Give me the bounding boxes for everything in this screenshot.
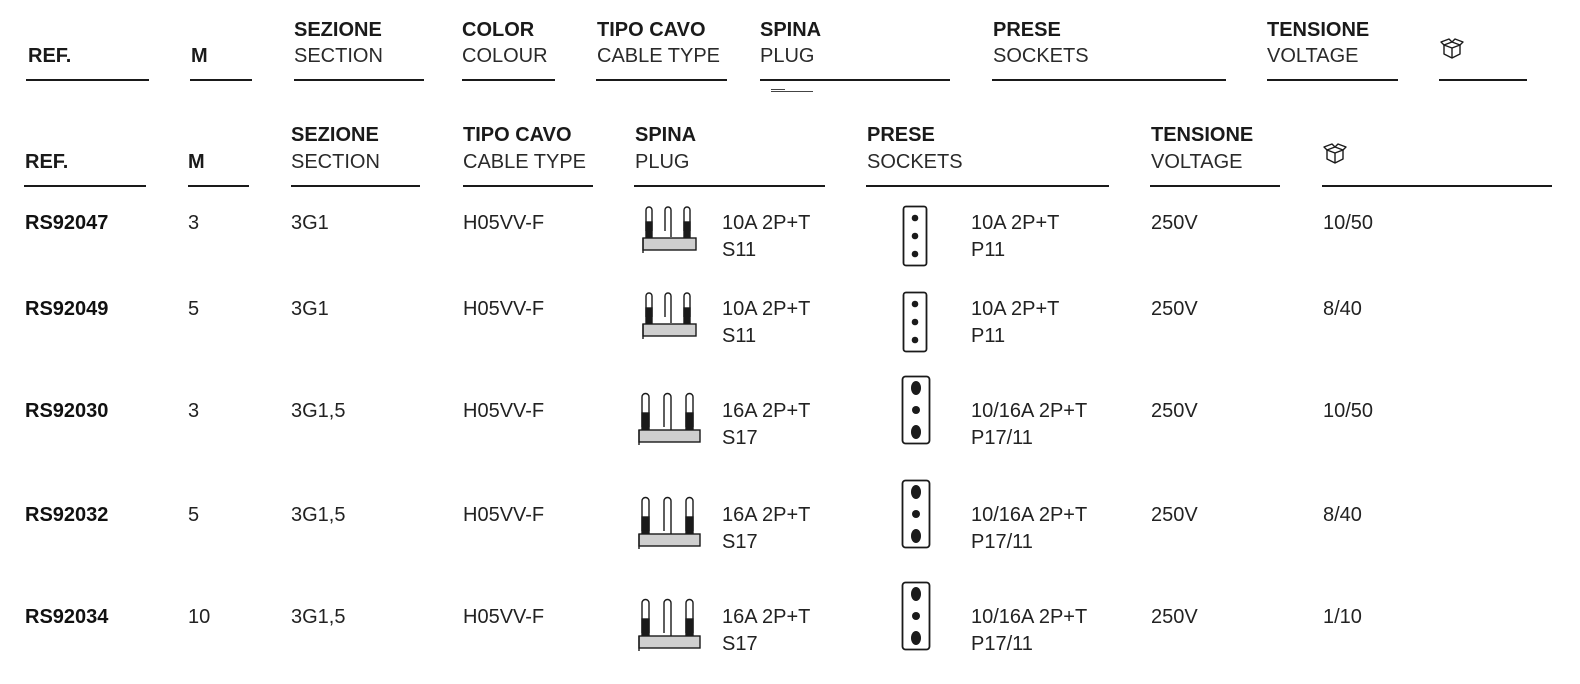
header-m <box>188 149 205 176</box>
plug-16a-icon <box>638 387 702 450</box>
underline-voltage <box>1150 185 1280 187</box>
top-header-m-label: M <box>191 45 208 67</box>
cell-socket <box>971 296 1059 350</box>
cell-package: 1/10 <box>1323 606 1362 628</box>
plug-16a-icon <box>638 491 702 554</box>
top-underline-sockets <box>992 79 1226 81</box>
header-ref-label: REF. <box>25 151 69 173</box>
cell-cable: H05VV-F <box>463 504 545 526</box>
cell-plug <box>722 398 810 452</box>
top-header-cable: TIPO CAVO CABLE TYPE <box>597 19 721 67</box>
cell-m: 3 <box>188 400 200 422</box>
cell-voltage: 250V <box>1151 212 1198 234</box>
cell-package: 10/50 <box>1323 212 1374 234</box>
plug-10a-icon <box>642 201 700 258</box>
underline-ref <box>24 185 146 187</box>
socket-16a-icon <box>901 375 931 450</box>
underline-cable <box>463 185 593 187</box>
plug-rating: 16A 2P+T <box>722 504 811 526</box>
plug-rating: 10A 2P+T <box>722 298 811 320</box>
cell-ref: RS92047 <box>25 212 109 234</box>
underline-sockets <box>866 185 1109 187</box>
top-header-ref <box>28 43 71 69</box>
cell-plug <box>722 604 810 658</box>
cell-ref: RS92030 <box>25 400 109 422</box>
cell-voltage: 250V <box>1151 298 1198 320</box>
socket-16a-icon <box>901 479 931 554</box>
cell-section: 3G1 <box>291 212 329 234</box>
socket-10a-icon <box>902 291 928 358</box>
cell-package: 8/40 <box>1323 298 1362 320</box>
plug-code: S11 <box>722 325 757 347</box>
cell-section: 3G1,5 <box>291 606 346 628</box>
socket-10a-icon <box>902 205 928 272</box>
plug-rating: 16A 2P+T <box>722 606 811 628</box>
header-sockets: PRESE SOCKETS <box>867 124 963 173</box>
table-row <box>0 604 1580 684</box>
cell-plug <box>722 296 810 350</box>
cell-socket <box>971 398 1087 452</box>
box-icon <box>1440 38 1464 60</box>
socket-rating: 10/16A 2P+T <box>971 504 1088 526</box>
underline-section <box>291 185 420 187</box>
table-row <box>0 502 1580 582</box>
underline-package <box>1322 185 1552 187</box>
cell-voltage: 250V <box>1151 400 1198 422</box>
header-plug: SPINA PLUG <box>635 124 697 173</box>
cell-package: 10/50 <box>1323 400 1374 422</box>
top-header-plug: SPINA PLUG <box>760 19 822 67</box>
cell-cable: H05VV-F <box>463 606 545 628</box>
socket-code: P11 <box>971 325 1006 347</box>
plug-code: S17 <box>722 633 758 655</box>
top-header-m <box>191 43 208 69</box>
cell-voltage: 250V <box>1151 606 1198 628</box>
socket-rating: 10/16A 2P+T <box>971 400 1088 422</box>
cell-ref: RS92032 <box>25 504 109 526</box>
socket-rating: 10A 2P+T <box>971 212 1060 234</box>
cell-ref: RS92034 <box>25 606 109 628</box>
socket-code: P17/11 <box>971 531 1033 553</box>
cell-section: 3G1,5 <box>291 400 346 422</box>
top-header-voltage: TENSIONE VOLTAGE <box>1267 19 1370 67</box>
cell-section: 3G1 <box>291 298 329 320</box>
clipped-artwork-fragment <box>771 89 813 92</box>
socket-rating: 10/16A 2P+T <box>971 606 1088 628</box>
cell-plug <box>722 210 810 264</box>
cell-package: 8/40 <box>1323 504 1362 526</box>
socket-code: P17/11 <box>971 427 1033 449</box>
plug-10a-icon <box>642 287 700 344</box>
header-m-label: M <box>188 151 205 173</box>
top-underline-m <box>190 79 252 81</box>
header-section: SEZIONE SECTION <box>291 124 380 173</box>
header-cable: TIPO CAVO CABLE TYPE <box>463 124 587 173</box>
header-ref <box>25 149 68 176</box>
top-header-color: COLOR COLOUR <box>462 19 548 67</box>
plug-code: S11 <box>722 239 757 261</box>
socket-code: P17/11 <box>971 633 1033 655</box>
top-underline-package <box>1439 79 1527 81</box>
cell-socket <box>971 604 1087 658</box>
top-underline-voltage <box>1267 79 1398 81</box>
cell-m: 5 <box>188 504 200 526</box>
cell-cable: H05VV-F <box>463 400 545 422</box>
table-row <box>0 296 1580 376</box>
socket-code: P11 <box>971 239 1006 261</box>
top-header-ref-label: REF. <box>28 45 72 67</box>
socket-16a-icon <box>901 581 931 656</box>
plug-rating: 10A 2P+T <box>722 212 811 234</box>
top-underline-plug <box>760 79 950 81</box>
cell-section: 3G1,5 <box>291 504 346 526</box>
plug-code: S17 <box>722 427 758 449</box>
top-underline-ref <box>26 79 149 81</box>
top-underline-cable <box>596 79 727 81</box>
top-header-sockets: PRESE SOCKETS <box>993 19 1089 67</box>
plug-rating: 16A 2P+T <box>722 400 811 422</box>
underline-plug <box>634 185 825 187</box>
header-voltage: TENSIONE VOLTAGE <box>1151 124 1254 173</box>
cell-m: 10 <box>188 606 211 628</box>
cell-socket <box>971 210 1059 264</box>
cell-ref: RS92049 <box>25 298 109 320</box>
top-underline-color <box>462 79 555 81</box>
cell-socket <box>971 502 1087 556</box>
cell-cable: H05VV-F <box>463 212 545 234</box>
cell-m: 3 <box>188 212 200 234</box>
socket-rating: 10A 2P+T <box>971 298 1060 320</box>
plug-code: S17 <box>722 531 758 553</box>
cell-voltage: 250V <box>1151 504 1198 526</box>
top-header-section: SEZIONE SECTION <box>294 19 383 67</box>
top-header-row <box>0 0 1580 100</box>
table-row <box>0 210 1580 290</box>
table-row <box>0 398 1580 478</box>
plug-16a-icon <box>638 593 702 656</box>
cell-m: 5 <box>188 298 200 320</box>
cell-cable: H05VV-F <box>463 298 545 320</box>
underline-m <box>188 185 249 187</box>
cell-plug <box>722 502 810 556</box>
box-icon <box>1323 143 1347 165</box>
top-underline-section <box>294 79 424 81</box>
